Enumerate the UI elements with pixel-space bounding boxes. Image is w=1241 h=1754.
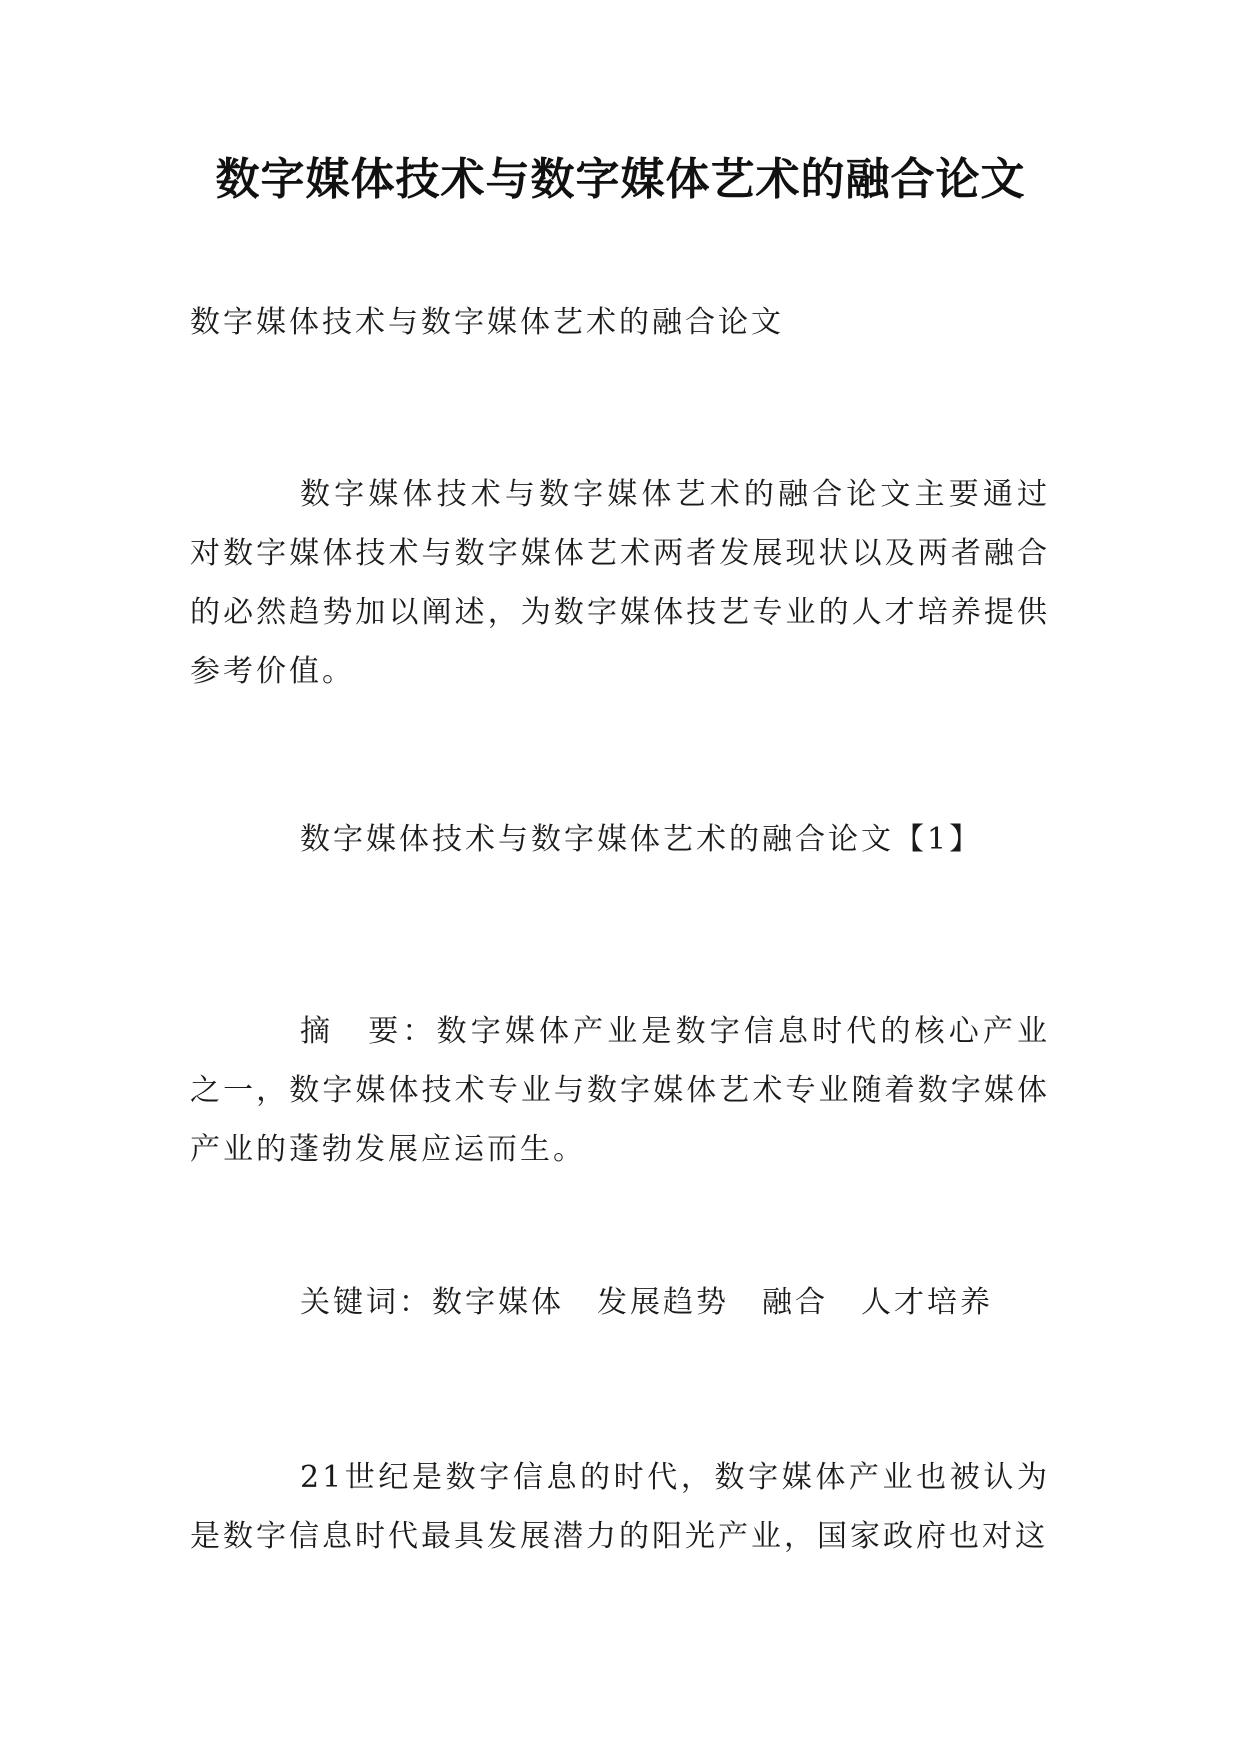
summary-paragraph: 摘 要：数字媒体产业是数字信息时代的核心产业之一，数字媒体技术专业与数字媒体艺术专业随着数字媒体产业的蓬勃发展应运而生。 <box>190 1014 1050 1167</box>
section-heading: 数字媒体技术与数字媒体艺术的融合论文【1】 <box>300 822 983 857</box>
document-title: 数字媒体技术与数字媒体艺术的融合论文 <box>215 154 1026 205</box>
abstract-intro-paragraph: 数字媒体技术与数字媒体艺术的融合论文主要通过对数字媒体技术与数字媒体艺术两者发展现状以及两者融合的必然趋势加以阐述，为数字媒体技艺专业的人才培养提供参考价值。 <box>190 477 1050 689</box>
document-subtitle: 数字媒体技术与数字媒体艺术的融合论文 <box>190 305 784 340</box>
keywords-line: 关键词：数字媒体 发展趋势 融合 人才培养 <box>300 1285 993 1320</box>
body-paragraph: 21世纪是数字信息的时代，数字媒体产业也被认为是数字信息时代最具发展潜力的阳光产业，国家政府也对这 <box>190 1460 1050 1554</box>
